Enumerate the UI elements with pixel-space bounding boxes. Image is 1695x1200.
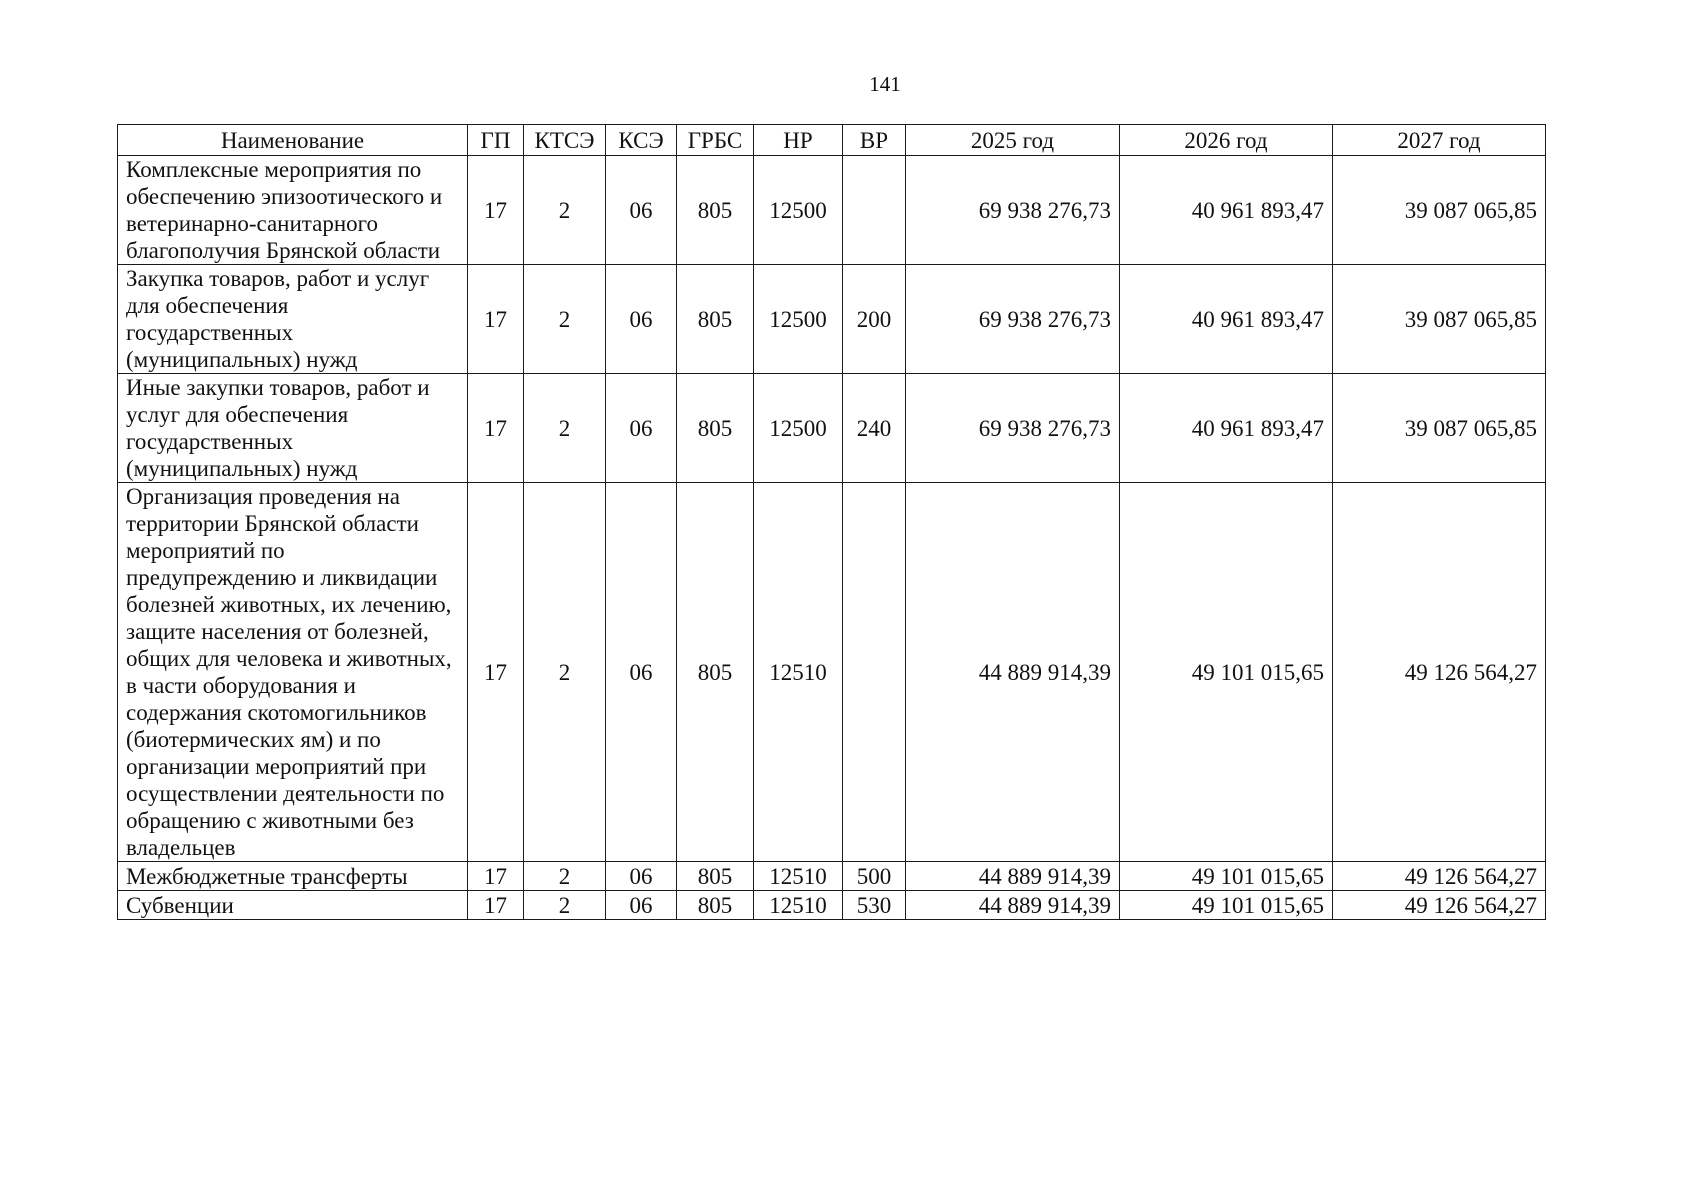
cell-vr: 530 (843, 891, 906, 920)
cell-nr: 12500 (754, 374, 843, 483)
cell-kse: 06 (606, 862, 677, 891)
cell-ktse: 2 (524, 862, 606, 891)
cell-2026: 40 961 893,47 (1120, 265, 1333, 374)
cell-vr: 500 (843, 862, 906, 891)
header-2025: 2025 год (906, 125, 1120, 156)
cell-2027: 39 087 065,85 (1333, 156, 1546, 265)
cell-ktse: 2 (524, 891, 606, 920)
page-number: 141 (869, 72, 901, 96)
cell-kse: 06 (606, 483, 677, 862)
cell-name: Закупка товаров, работ и услуг для обеспечения государственных (муниципальных) нужд (118, 265, 468, 374)
cell-gp: 17 (468, 156, 524, 265)
cell-kse: 06 (606, 891, 677, 920)
budget-table (117, 124, 1546, 920)
cell-ktse: 2 (524, 483, 606, 862)
cell-2027: 49 126 564,27 (1333, 862, 1546, 891)
cell-name: Субвенции (118, 891, 468, 920)
cell-2025: 69 938 276,73 (906, 374, 1120, 483)
cell-grbs: 805 (677, 156, 754, 265)
table-row (118, 862, 1546, 891)
cell-2026: 49 101 015,65 (1120, 891, 1333, 920)
cell-grbs: 805 (677, 891, 754, 920)
header-ktse: КТСЭ (524, 125, 606, 156)
table-row (118, 156, 1546, 265)
cell-ktse: 2 (524, 265, 606, 374)
cell-2027: 49 126 564,27 (1333, 891, 1546, 920)
header-vr: ВР (843, 125, 906, 156)
table-row (118, 374, 1546, 483)
cell-name: Организация проведения на территории Брянской области мероприятий по предупреждению и ликвидации болезней животных, их лечению, защите населения от болезней, общих для человека и животных, в части оборудования и содержания скотомогильников (биотермических ям) и по организации мероприятий при осуществлении деятельности по обращению с животными без владельцев (118, 483, 468, 862)
cell-vr: 200 (843, 265, 906, 374)
header-2026: 2026 год (1120, 125, 1333, 156)
header-name: Наименование (118, 125, 468, 156)
cell-2027: 49 126 564,27 (1333, 483, 1546, 862)
cell-2027: 39 087 065,85 (1333, 374, 1546, 483)
cell-vr (843, 156, 906, 265)
cell-nr: 12500 (754, 265, 843, 374)
cell-nr: 12500 (754, 156, 843, 265)
table-row (118, 891, 1546, 920)
cell-2025: 44 889 914,39 (906, 483, 1120, 862)
cell-2027: 39 087 065,85 (1333, 265, 1546, 374)
cell-gp: 17 (468, 891, 524, 920)
cell-kse: 06 (606, 265, 677, 374)
cell-gp: 17 (468, 265, 524, 374)
cell-grbs: 805 (677, 862, 754, 891)
cell-2025: 44 889 914,39 (906, 891, 1120, 920)
cell-grbs: 805 (677, 483, 754, 862)
table-header-row (118, 125, 1546, 156)
cell-2025: 69 938 276,73 (906, 156, 1120, 265)
cell-kse: 06 (606, 156, 677, 265)
header-nr: НР (754, 125, 843, 156)
cell-gp: 17 (468, 374, 524, 483)
cell-kse: 06 (606, 374, 677, 483)
table-row (118, 265, 1546, 374)
header-gp: ГП (468, 125, 524, 156)
cell-nr: 12510 (754, 862, 843, 891)
cell-vr: 240 (843, 374, 906, 483)
cell-2026: 49 101 015,65 (1120, 483, 1333, 862)
cell-vr (843, 483, 906, 862)
header-kse: КСЭ (606, 125, 677, 156)
cell-name: Комплексные мероприятия по обеспечению эпизоотического и ветеринарно-санитарного благополучия Брянской области (118, 156, 468, 265)
cell-2026: 40 961 893,47 (1120, 156, 1333, 265)
cell-ktse: 2 (524, 374, 606, 483)
cell-name: Межбюджетные трансферты (118, 862, 468, 891)
header-2027: 2027 год (1333, 125, 1546, 156)
header-grbs: ГРБС (677, 125, 754, 156)
cell-2026: 49 101 015,65 (1120, 862, 1333, 891)
cell-name: Иные закупки товаров, работ и услуг для обеспечения государственных (муниципальных) нужд (118, 374, 468, 483)
cell-ktse: 2 (524, 156, 606, 265)
cell-grbs: 805 (677, 374, 754, 483)
cell-2025: 44 889 914,39 (906, 862, 1120, 891)
cell-gp: 17 (468, 483, 524, 862)
cell-nr: 12510 (754, 483, 843, 862)
cell-grbs: 805 (677, 265, 754, 374)
cell-gp: 17 (468, 862, 524, 891)
cell-nr: 12510 (754, 891, 843, 920)
cell-2025: 69 938 276,73 (906, 265, 1120, 374)
table-row (118, 483, 1546, 862)
cell-2026: 40 961 893,47 (1120, 374, 1333, 483)
